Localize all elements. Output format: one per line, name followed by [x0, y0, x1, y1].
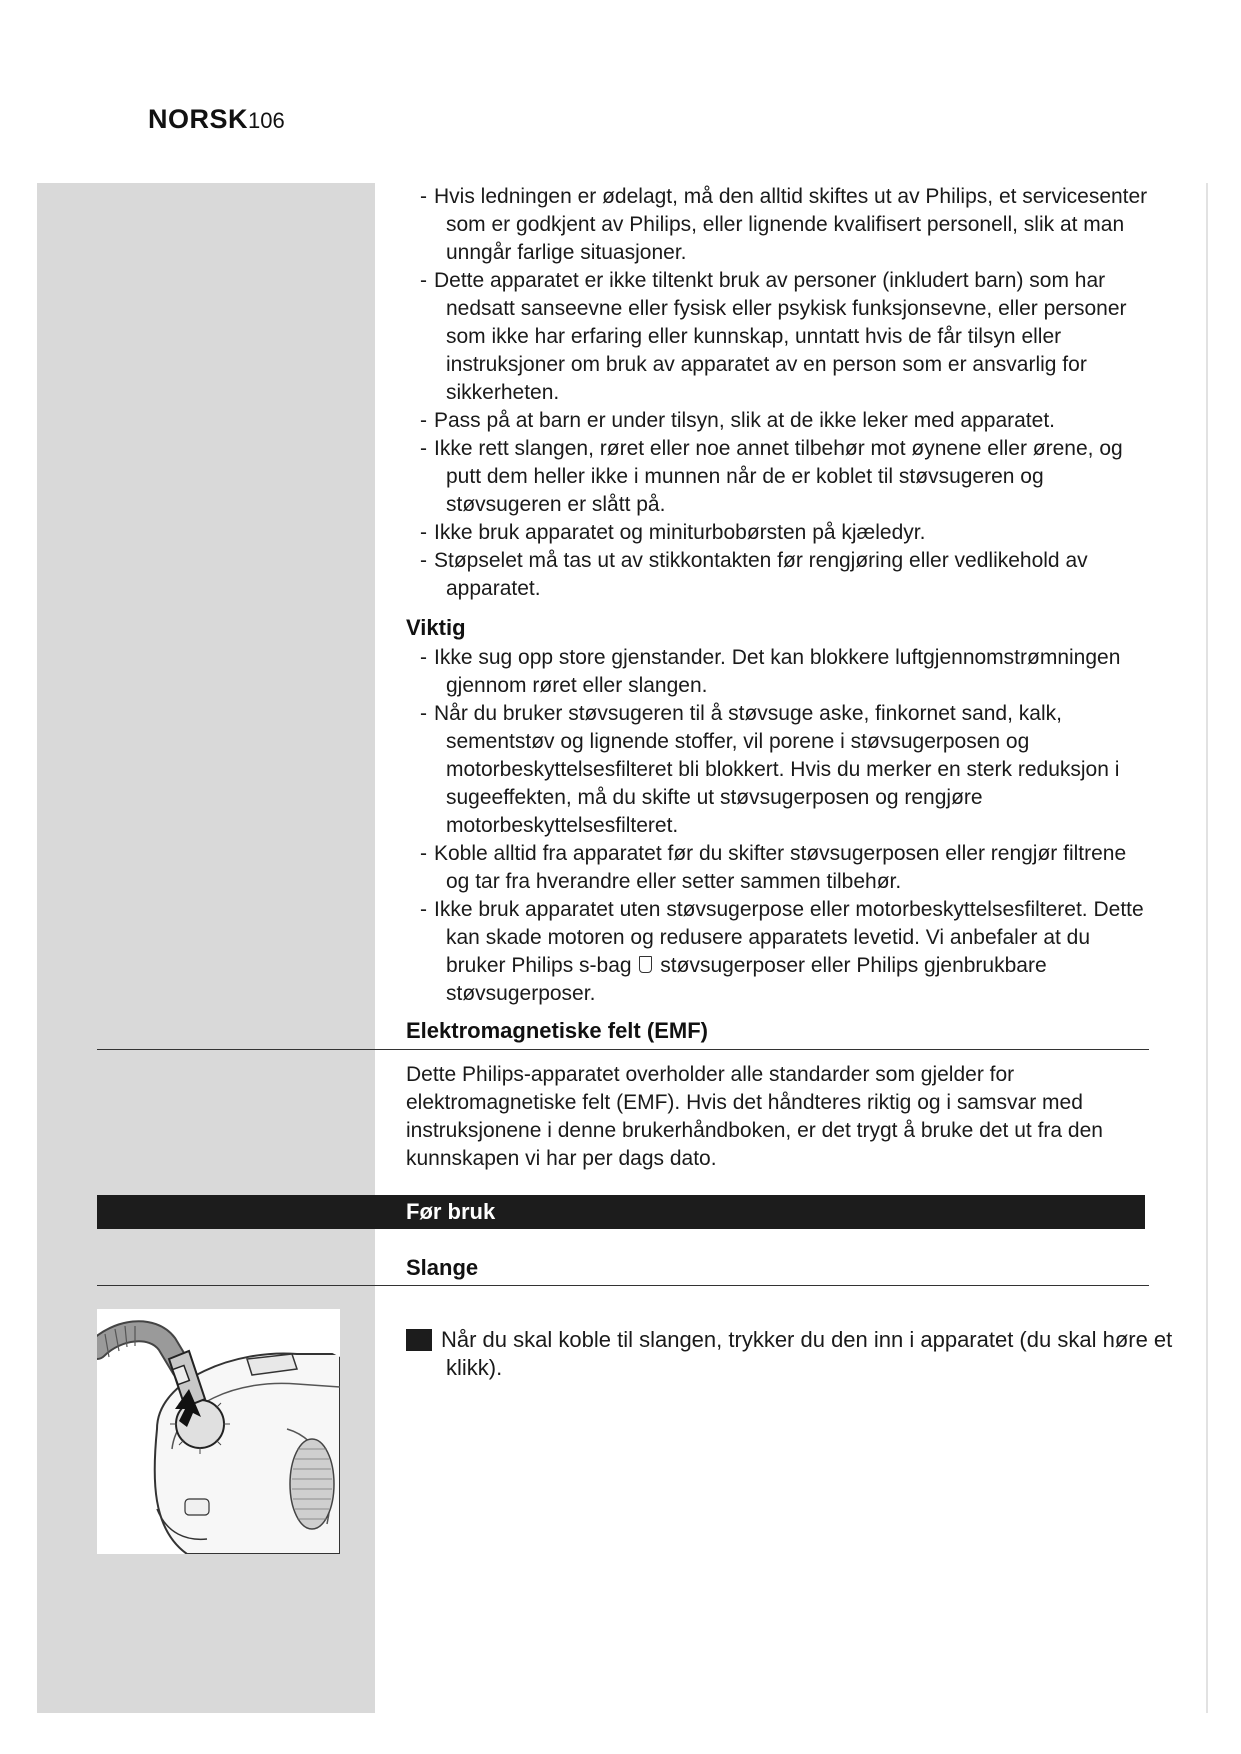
viktig-title: Viktig — [406, 615, 466, 640]
list-item: - Ikke bruk apparatet uten støvsugerpose eller motorbeskyttelsesfilteret. Dette kan skade motoren og redusere apparatets levetid. Vi anbefaler at du bruker Philips s-bag støvsugerposer eller Philips gjenbrukbare støvsugerposer. — [420, 898, 1144, 1005]
list-item: - Ikke rett slangen, røret eller noe annet tilbehør mot øynene eller ørene, og putt dem heller ikke i munnen når de er koblet til støvsugeren og støvsugeren er slått på. — [420, 437, 1123, 516]
s-bag-icon — [639, 956, 652, 973]
list-item: - Ikke bruk apparatet og miniturbobørsten på kjæledyr. — [420, 521, 926, 544]
list-item: - Hvis ledningen er ødelagt, må den alltid skiftes ut av Philips, et servicesenter som er godkjent av Philips, eller lignende kvalifisert personell, slik at man unngår farlige situasjoner. — [420, 185, 1148, 264]
divider — [97, 1049, 1149, 1050]
right-margin-rule — [1206, 183, 1208, 1713]
page-header — [148, 104, 285, 135]
viktig-section — [406, 614, 1152, 1008]
list-item: - Pass på at barn er under tilsyn, slik at de ikke leker med apparatet. — [420, 409, 1055, 432]
page-number: 106 — [248, 108, 285, 133]
section-bar-title: Før bruk — [406, 1199, 496, 1224]
illustration-pointer — [306, 1321, 340, 1357]
step-1 — [393, 1326, 1186, 1382]
divider — [97, 1285, 1149, 1286]
warnings-list — [406, 183, 1152, 603]
list-item: - Dette apparatet er ikke tiltenkt bruk av personer (inkludert barn) som har nedsatt sanseevne eller fysisk eller psykisk funksjonsevne, eller personer som ikke har erfaring eller kunnskap, unntatt hvis de får tilsyn eller instruksjoner om bruk av apparatet av en person som er ansvarlig for sikkerheten. — [420, 269, 1127, 404]
list-item: - Støpselet må tas ut av stikkontakten før rengjøring eller vedlikehold av apparatet. — [420, 549, 1088, 600]
language-label: NORSK — [148, 104, 249, 134]
emf-body: Dette Philips-apparatet overholder alle standarder som gjelder for elektromagnetiske felt (EMF). Hvis det håndteres riktig og i samsvar med instruksjonene i denne brukerhåndboken, er det trygt å bruke det ut fra den kunnskapen vi har per dags dato. — [406, 1063, 1103, 1170]
vacuum-illustration-svg — [97, 1309, 340, 1554]
slange-title: Slange — [406, 1255, 479, 1280]
step-number-badge: 1 — [406, 1329, 432, 1351]
step-text: Når du skal koble til slangen, trykker du den inn i apparatet (du skal høre et klikk). — [441, 1327, 1173, 1380]
section-bar — [97, 1195, 1145, 1229]
emf-title: Elektromagnetiske felt (EMF) — [406, 1018, 708, 1043]
list-item: - Koble alltid fra apparatet før du skifter støvsugerposen eller rengjør filtrene og tar fra hverandre eller setter sammen tilbehør. — [420, 842, 1127, 893]
list-item: - Når du bruker støvsugeren til å støvsuge aske, finkornet sand, kalk, sementstøv og lignende stoffer, vil porene i støvsugerposen og motorbeskyttelsesfilteret bli blokkert. Hvis du merker en sterk reduksjon i sugeeffekten, må du skifte ut støvsugerposen og rengjøre motorbeskyttelsesfilteret. — [420, 702, 1120, 837]
vacuum-hose-illustration — [97, 1309, 340, 1554]
list-item: - Ikke sug opp store gjenstander. Det kan blokkere luftgjennomstrømningen gjennom røret eller slangen. — [420, 646, 1121, 697]
